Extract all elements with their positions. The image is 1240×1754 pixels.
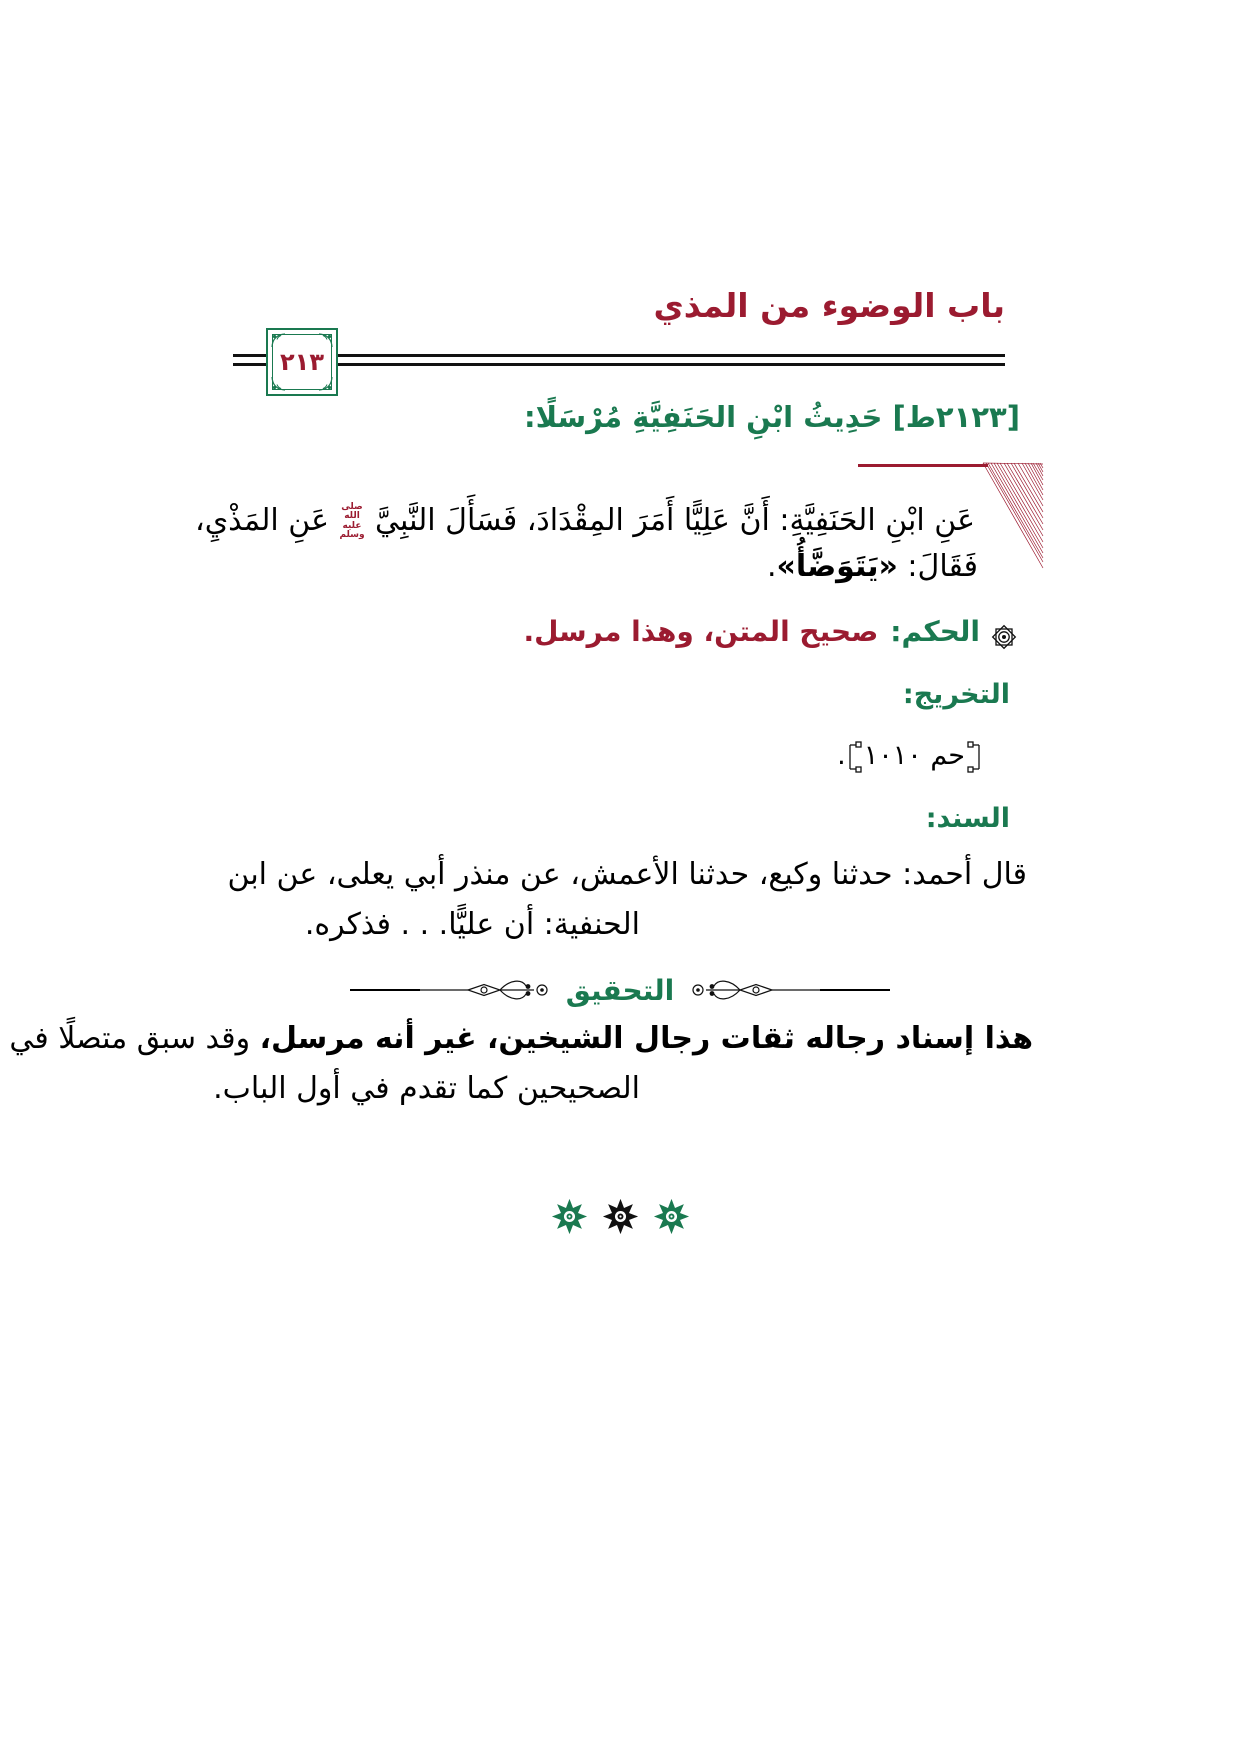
floral-corner-icon bbox=[270, 332, 286, 348]
hukm-verdict: صحيح المتن، وهذا مرسل. bbox=[523, 615, 879, 648]
citation-period: . bbox=[837, 740, 846, 771]
tahqiq-line2: الصحيحين كما تقدم في أول الباب. bbox=[213, 1071, 640, 1106]
tahqiq-label: التحقيق bbox=[565, 973, 675, 1007]
floral-corner-icon bbox=[318, 332, 334, 348]
hukm-line bbox=[524, 610, 1018, 658]
hadith-line2-period: . bbox=[767, 549, 777, 584]
flower-rosette-icon bbox=[653, 1198, 690, 1235]
divider-flourish-icon bbox=[420, 975, 560, 1005]
flower-rosette-icon bbox=[551, 1198, 588, 1235]
tahqiq-line1-rest: وقد سبق متصلًا في bbox=[9, 1021, 260, 1056]
floral-corner-icon bbox=[270, 376, 286, 392]
chapter-title: باب الوضوء من المذي bbox=[653, 286, 1005, 325]
divider-flourish-icon bbox=[680, 975, 820, 1005]
ornate-bracket-open-icon bbox=[967, 739, 981, 775]
ornament-rule bbox=[858, 464, 988, 467]
tahqiq-verdict-bold: هذا إسناد رجاله ثقات رجال الشيخين، غير أنه مرسل، bbox=[259, 1021, 1033, 1056]
hadith-text-pre: عَنِ ابْنِ الحَنَفِيَّةِ: أَنَّ عَلِيًّا أَمَرَ المِقْدَادَ، فَسَأَلَ النَّبِيَّ bbox=[375, 503, 975, 538]
hadith-text-line1 bbox=[195, 498, 975, 544]
isnad-line2: الحنفية: أن عليًّا. . . فذكره. bbox=[304, 907, 640, 942]
citation-text: حم ١٠١٠ bbox=[863, 740, 965, 771]
divider-rule bbox=[820, 989, 890, 991]
end-ornament-row bbox=[0, 1198, 1240, 1235]
tahqiq-divider bbox=[350, 972, 890, 1008]
saw-symbol: صلى الله عليه وسلم bbox=[339, 501, 365, 540]
rosette-star-icon bbox=[990, 623, 1018, 651]
fan-web-ornament-icon bbox=[982, 462, 1044, 570]
hukm-label: الحكم: bbox=[890, 615, 980, 648]
page-number: ٢١٣ bbox=[280, 348, 324, 376]
floral-corner-icon bbox=[318, 376, 334, 392]
page-number-box bbox=[266, 328, 338, 396]
hadith-text-post: عَنِ المَذْيِ، bbox=[195, 503, 330, 538]
isnad-line1: قال أحمد: حدثنا وكيع، حدثنا الأعمش، عن منذر أبي يعلى، عن ابن bbox=[227, 857, 1027, 892]
hadith-heading: [٢١٢٣ط] حَدِيثُ ابْنِ الحَنَفِيَّةِ مُرْسَلًا: bbox=[524, 400, 1020, 434]
hadith-text-line2 bbox=[767, 544, 978, 590]
tahqiq-line1 bbox=[9, 1016, 1033, 1062]
flower-rosette-icon bbox=[602, 1198, 639, 1235]
hadith-line2-prefix: فَقَالَ: bbox=[897, 549, 978, 584]
ornate-bracket-close-icon bbox=[848, 739, 862, 775]
sanad-label: السند: bbox=[925, 803, 1010, 834]
takhrij-label: التخريج: bbox=[902, 679, 1010, 710]
hadith-quote: «يَتَوَضَّأُ» bbox=[776, 549, 898, 584]
divider-rule bbox=[350, 989, 420, 991]
header-rule-bottom bbox=[233, 363, 1005, 366]
header-rule-top bbox=[233, 354, 1005, 357]
takhrij-citation bbox=[837, 734, 983, 778]
